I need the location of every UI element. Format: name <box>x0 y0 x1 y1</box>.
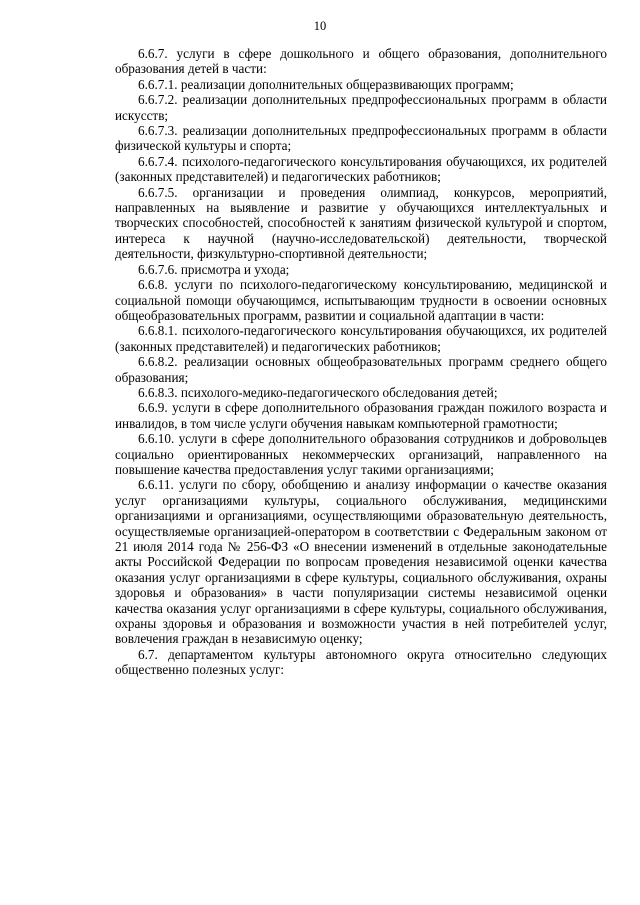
paragraph-6-6-9: 6.6.9. услуги в сфере дополнительного образования граждан пожилого возраста и инвалидов, в том числе услуги обучения навыкам компьютерной грамотности; <box>115 400 607 431</box>
paragraph-6-6-11: 6.6.11. услуги по сбору, обобщению и анализу информации о качестве оказания услуг организациями культуры, социального обслуживания, медицинскими организациями и организациями, осуществляющими образовательную деятельность, осуществляемые организацией-оператором в соответствии с Федеральным законом от 21 июля 2014 года № 256-ФЗ «О внесении изменений в отдельные законодательные акты Российской Федерации по вопросам проведения независимой оценки качества оказания услуг организациями в сфере культуры, социального обслуживания, охраны здоровья и образования» в части популяризации системы независимой оценки качества оказания услуг организациями в сфере культуры, социального обслуживания, охраны здоровья и образования и возможности участия в ней потребителей услуг, вовлечения граждан в независимую оценку; <box>115 477 607 647</box>
paragraph-6-6-8-3: 6.6.8.3. психолого-медико-педагогического обследования детей; <box>138 384 498 400</box>
paragraph-6-6-7-4: 6.6.7.4. психолого-педагогического консультирования обучающихся, их родителей (законных представителей) и педагогических работников; <box>115 153 607 185</box>
paragraph-6-6-7-5: 6.6.7.5. организации и проведения олимпиад, конкурсов, мероприятий, направленных на выявление и развитие у обучающихся интеллектуальных и творческих способностей, способностей к занятиям физической культурой и спортом, интереса к научной (научно-исследовательской) деятельности, творческой деятельности, физкультурно-спортивной деятельности; <box>115 184 607 262</box>
document-body <box>115 46 607 678</box>
paragraph-6-6-8: 6.6.8. услуги по психолого-педагогическому консультированию, медицинской и социальной помощи обучающимся, испытывающим трудности в освоении основных общеобразовательных программ, развитии и социальной адаптации в части: <box>115 277 607 323</box>
paragraph-6-6-7-1: 6.6.7.1. реализации дополнительных общеразвивающих программ; <box>138 76 514 92</box>
paragraph-6-6-7-3: 6.6.7.3. реализации дополнительных предпрофессиональных программ в области физической культуры и спорта; <box>115 123 607 154</box>
paragraph-6-6-7-2: 6.6.7.2. реализации дополнительных предпрофессиональных программ в области искусств; <box>115 92 607 123</box>
paragraph-6-6-8-2: 6.6.8.2. реализации основных общеобразовательных программ среднего общего образования; <box>115 354 607 385</box>
paragraph-6-6-7-6: 6.6.7.6. присмотра и ухода; <box>138 261 290 277</box>
paragraph-6-7: 6.7. департаментом культуры автономного округа относительно следующих общественно полезных услуг: <box>115 646 607 678</box>
paragraph-6-6-8-1: 6.6.8.1. психолого-педагогического консультирования обучающихся, их родителей (законных представителей) и педагогических работников; <box>115 323 607 354</box>
paragraph-6-6-7: 6.6.7. услуги в сфере дошкольного и общего образования, дополнительного образования детей в части: <box>115 46 607 77</box>
paragraph-6-6-10: 6.6.10. услуги в сфере дополнительного образования сотрудников и добровольцев социально ориентированных некоммерческих организаций, направленного на повышение качества предоставления услуг такими организациями; <box>115 431 607 477</box>
page-number: 10 <box>313 19 327 33</box>
